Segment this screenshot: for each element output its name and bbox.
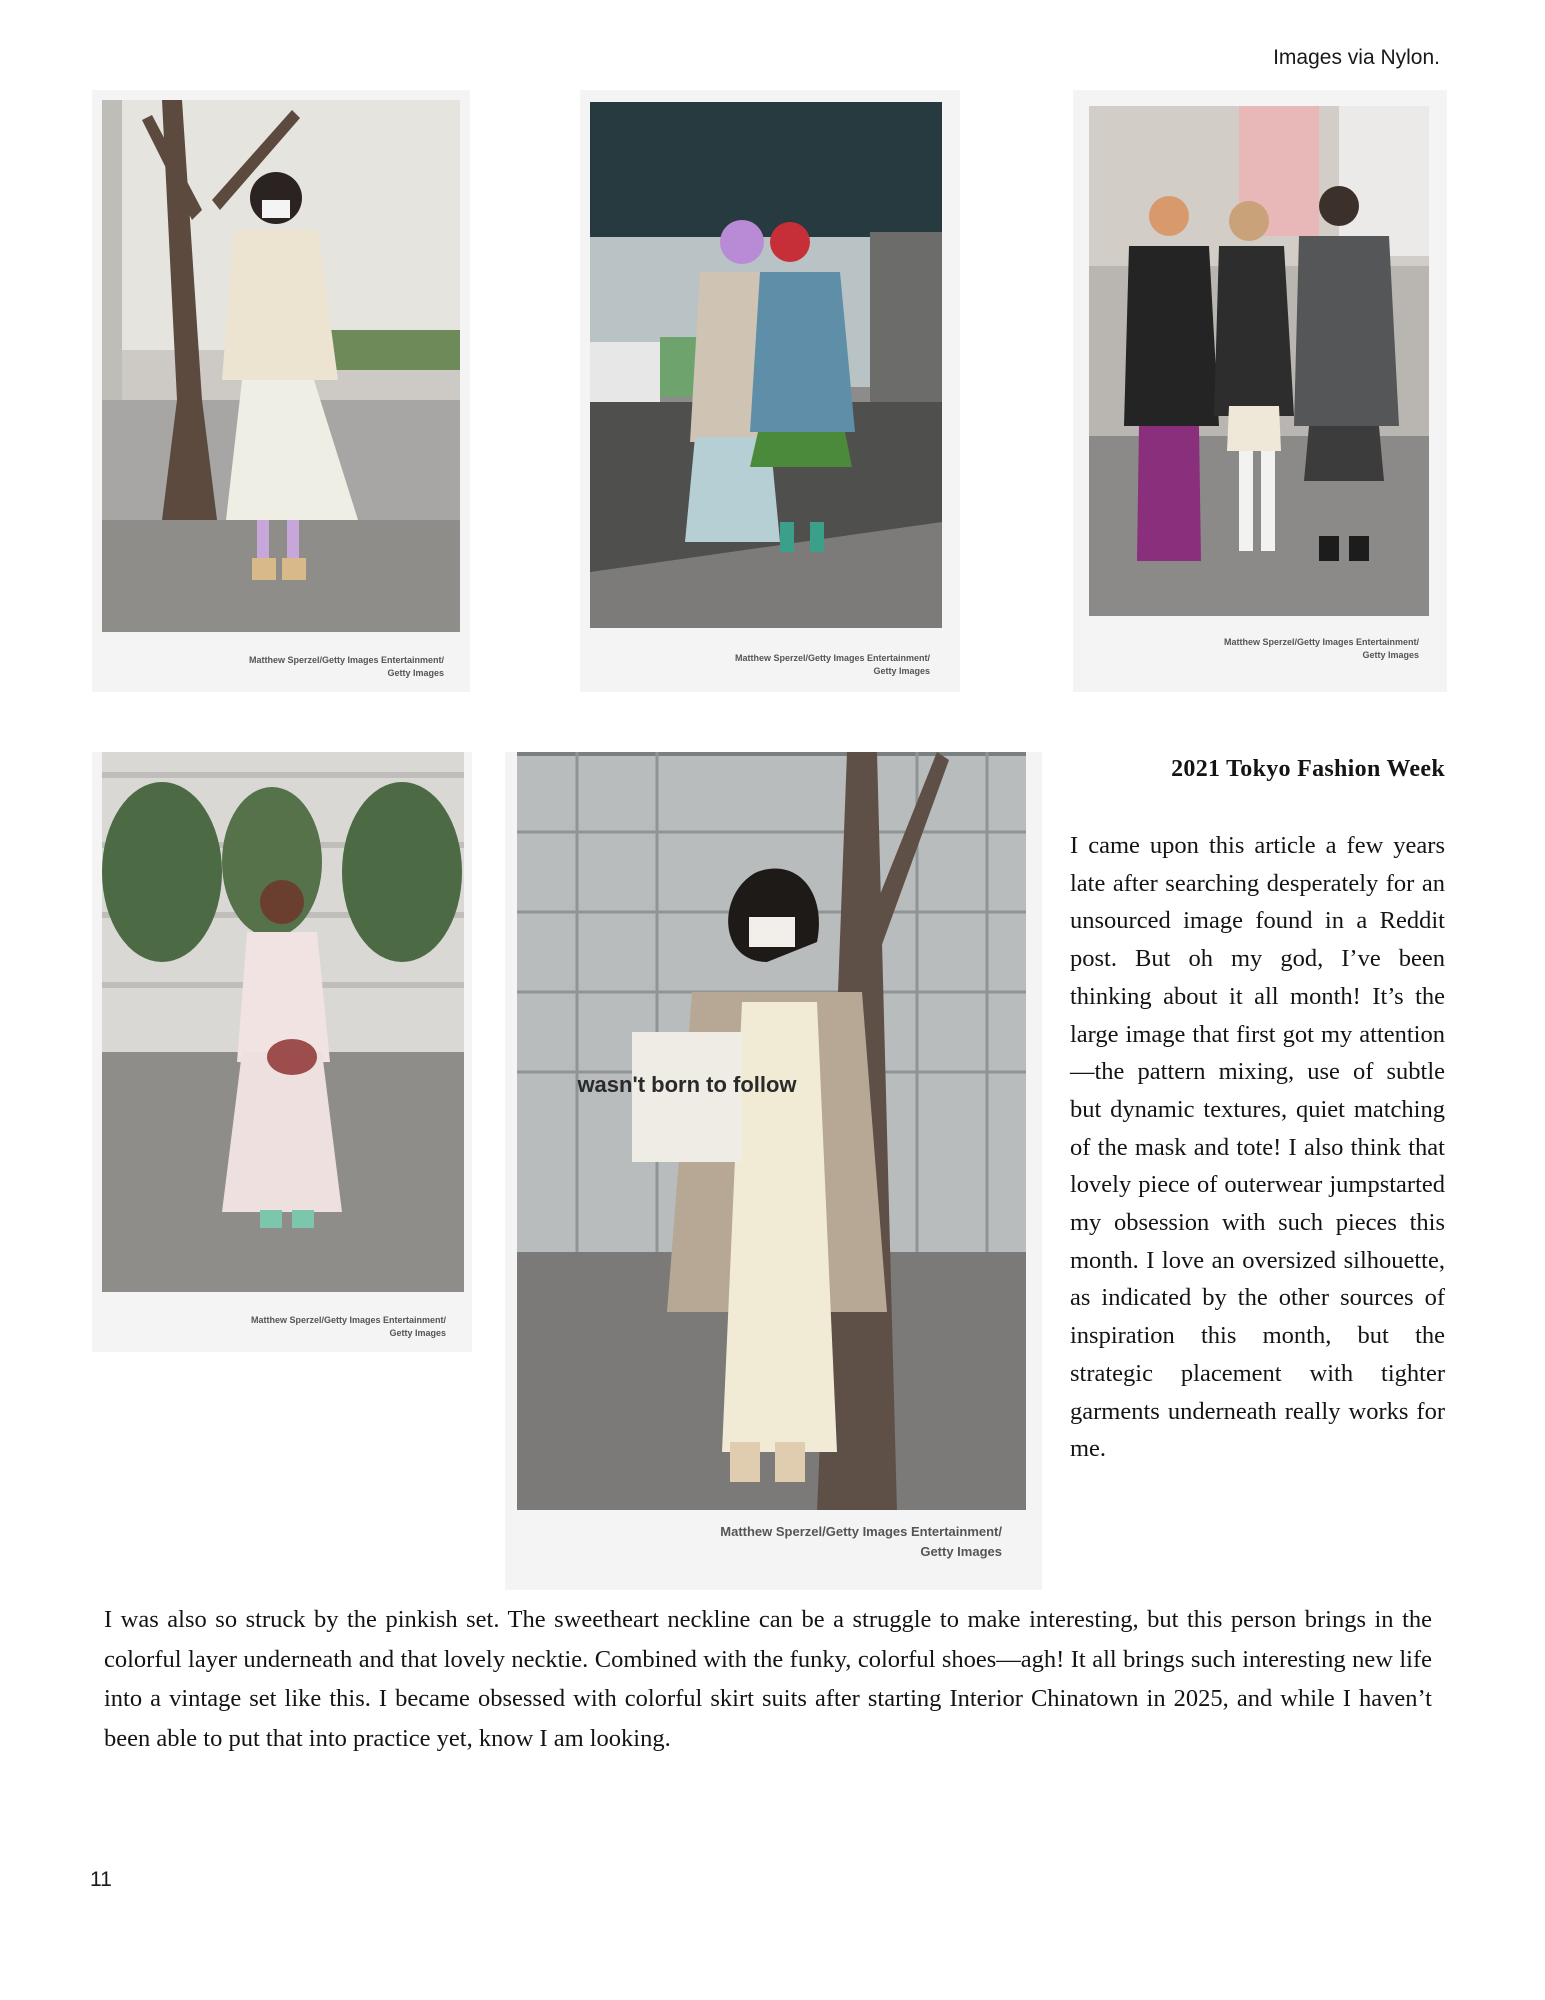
caption-line: Matthew Sperzel/Getty Images Entertainment/ bbox=[720, 1524, 1002, 1539]
tote-text: wasn't born to follow bbox=[577, 1072, 797, 1097]
photo-illustration bbox=[102, 752, 464, 1292]
street-style-photo bbox=[1089, 106, 1429, 616]
photo-illustration bbox=[102, 100, 460, 632]
body-paragraph: I was also so struck by the pinkish set. The sweetheart neckline can be a struggle to make interesting, but this person brings in the colorful layer underneath and that lovely necktie. Combined with the funky, colorful shoes—agh! It all brings such interesting new life into a vintage set like this. I became obsessed with colorful skirt suits after starting Interior Chinatown in 2025, and while I haven’t been able to put that into practice yet, know I am looking. bbox=[104, 1606, 1432, 1752]
photo-caption bbox=[735, 652, 930, 678]
street-style-photo bbox=[102, 752, 464, 1292]
photo-card bbox=[92, 90, 470, 692]
photo-caption bbox=[1224, 636, 1419, 662]
photo-card bbox=[1073, 90, 1447, 692]
photo-caption bbox=[720, 1522, 1002, 1562]
caption-line: Matthew Sperzel/Getty Images Entertainment/ bbox=[734, 653, 930, 663]
photo-caption bbox=[251, 1314, 446, 1340]
caption-line: Getty Images bbox=[920, 1544, 1002, 1559]
caption-line: Matthew Sperzel/Getty Images Entertainment/ bbox=[1223, 637, 1419, 647]
caption-line: Matthew Sperzel/Getty Images Entertainment/ bbox=[248, 655, 444, 665]
side-paragraph: I came upon this article a few years late after searching desperately for an unsourced image found in a Reddit post. But oh my god, I’ve been thinking about it all month! It’s the large image that first got my attention—the pattern mixing, use of subtle but dynamic textures, quiet matching of the mask and tote! I also think that lovely piece of outerwear jumpstarted my obsession with such pieces this month. I love an oversized silhouette, as indicated by the other sources of inspiration this month, but the strategic placement with tighter garments underneath really works for me. bbox=[1070, 832, 1445, 1463]
photo-illustration bbox=[517, 752, 1026, 1510]
street-style-photo bbox=[102, 100, 460, 632]
article-title: 2021 Tokyo Fashion Week bbox=[1171, 756, 1445, 782]
photo-caption bbox=[249, 654, 444, 680]
photo-illustration bbox=[1089, 106, 1429, 616]
caption-line: Getty Images bbox=[389, 1328, 446, 1338]
street-style-photo bbox=[517, 752, 1026, 1510]
caption-line: Getty Images bbox=[1362, 650, 1419, 660]
street-style-photo bbox=[590, 102, 942, 628]
image-credit: Images via Nylon. bbox=[1273, 46, 1440, 69]
caption-line: Getty Images bbox=[387, 668, 444, 678]
caption-line: Getty Images bbox=[873, 666, 930, 676]
photo-card bbox=[92, 752, 472, 1352]
photo-card bbox=[505, 752, 1042, 1590]
photo-card bbox=[580, 90, 960, 692]
page-number: 11 bbox=[90, 1868, 112, 1891]
caption-line: Matthew Sperzel/Getty Images Entertainment/ bbox=[250, 1315, 446, 1325]
photo-illustration bbox=[590, 102, 942, 628]
